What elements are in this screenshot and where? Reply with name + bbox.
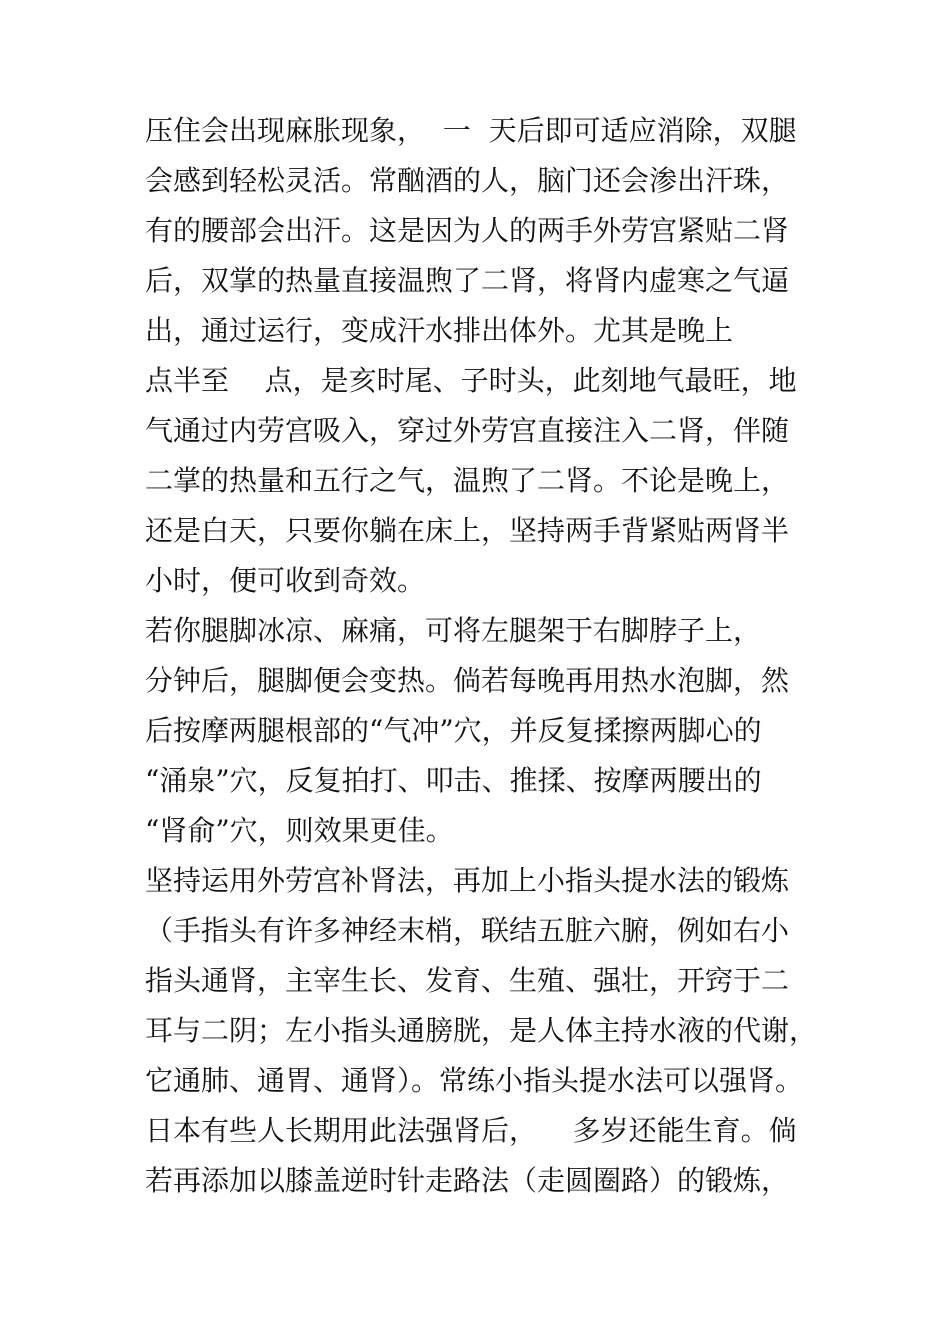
text-line-3: 有的腰部会出汗。这是因为人的两手外劳宫紧贴二肾 [145, 214, 790, 247]
text-line-4: 后，双掌的热量直接温煦了二肾，将肾内虚寒之气逼 [145, 264, 790, 297]
text-line-14: “涌泉”穴，反复拍打、叩击、推揉、按摩两腰出的 [145, 764, 762, 797]
text-line-21: 日本有些人长期用此法强肾后， 多岁还能生育。倘 [145, 1114, 797, 1147]
text-line-12: 分钟后，腿脚便会变热。倘若每晚再用热水泡脚，然 [145, 664, 790, 697]
text-line-7: 气通过内劳宫吸入，穿过外劳宫直接注入二肾，伴随 [145, 414, 790, 447]
text-line-6: 点半至 点，是亥时尾、子时头，此刻地气最旺，地 [145, 364, 797, 397]
text-line-15: “肾俞”穴，则效果更佳。 [145, 814, 454, 847]
text-line-2: 会感到轻松灵活。常酗酒的人，脑门还会渗出汗珠， [145, 164, 790, 197]
text-line-5: 出，通过运行，变成汗水排出体外。尤其是晚上 [145, 314, 734, 347]
text-line-18: 指头通肾，主宰生长、发育、生殖、强壮，开窍于二 [145, 964, 790, 997]
text-line-19: 耳与二阴；左小指头通膀胱，是人体主持水液的代谢， [145, 1014, 818, 1047]
text-line-13: 后按摩两腿根部的“气冲”穴，并反复揉擦两脚心的 [145, 714, 762, 747]
text-line-17: （手指头有许多神经末梢，联结五脏六腑，例如右小 [145, 914, 790, 947]
text-line-20: 它通肺、通胃、通肾）。常练小指头提水法可以强肾。 [145, 1064, 804, 1097]
text-line-16: 坚持运用外劳宫补肾法，再加上小指头提水法的锻炼 [145, 864, 790, 897]
text-line-22: 若再添加以膝盖逆时针走路法（走圆圈路）的锻炼， [145, 1164, 790, 1197]
body-text [145, 106, 835, 1206]
text-line-9: 还是白天，只要你躺在床上，坚持两手背紧贴两肾半 [145, 514, 790, 547]
text-line-11: 若你腿脚冰凉、麻痛，可将左腿架于右脚脖子上， [145, 614, 762, 647]
text-line-8: 二掌的热量和五行之气，温煦了二肾。不论是晚上， [145, 464, 790, 497]
text-line-10: 小时，便可收到奇效。 [145, 564, 426, 597]
text-line-1: 压住会出现麻胀现象， 一 天后即可适应消除，双腿 [145, 114, 797, 147]
